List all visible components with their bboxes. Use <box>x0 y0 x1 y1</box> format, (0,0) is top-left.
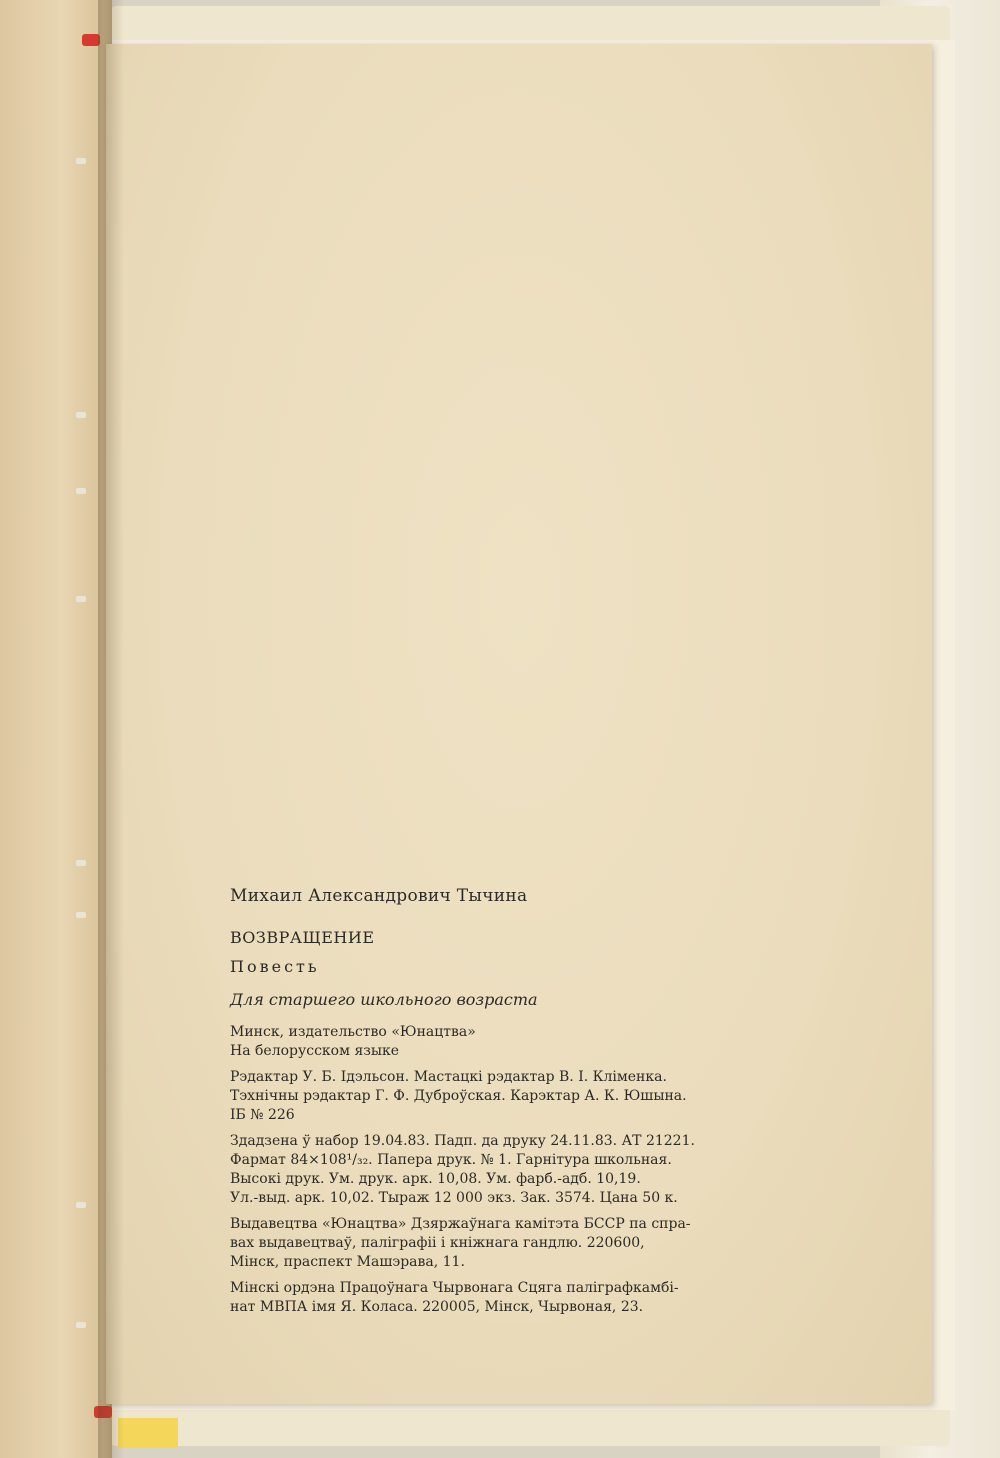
author-name: Михаил Александрович Тычина <box>230 886 528 906</box>
spine-tape <box>118 1418 178 1448</box>
editors-line: Тэхнічны рэдактар Г. Ф. Дуброўская. Карэктар А. К. Юшына. <box>230 1088 687 1104</box>
book-title: ВОЗВРАЩЕНИЕ <box>230 928 375 947</box>
stitch <box>76 412 86 418</box>
stitch <box>76 596 86 602</box>
stitch <box>76 158 86 164</box>
publisher-address-line: Выдавецтва «Юнацтва» Дзяржаўнага камітэта БССР па спра- <box>230 1216 691 1232</box>
imprint-text <box>230 886 800 1317</box>
print-details-line: Фармат 84×108¹/₃₂. Папера друк. № 1. Гарнітура школьная. <box>230 1152 672 1168</box>
editors-line: Рэдактар У. Б. Ідэльсон. Мастацкі рэдактар В. І. Кліменка. <box>230 1069 667 1085</box>
stitch <box>76 1202 86 1208</box>
audience-note: Для старшего школьного возраста <box>230 990 538 1009</box>
print-details-line: Ул.-выд. арк. 10,02. Тыраж 12 000 экз. Зак. 3574. Цана 50 к. <box>230 1190 678 1206</box>
gutter-shadow <box>98 0 124 1458</box>
publisher-line: Минск, издательство «Юнацтва» <box>230 1024 476 1040</box>
stitch <box>76 488 86 494</box>
printer-line: Мінскі ордэна Працоўнага Чырвонага Сцяга паліграфкамбі- <box>230 1280 679 1296</box>
publisher-address-line: вах выдавецтваў, паліграфіі і кніжнага гандлю. 220600, <box>230 1235 645 1251</box>
print-details-line: Здадзена ў набор 19.04.83. Падп. да друку 24.11.83. АТ 21221. <box>230 1133 695 1149</box>
printer-line: нат МВПА імя Я. Коласа. 220005, Мінск, Чырвоная, 23. <box>230 1299 644 1315</box>
left-page <box>0 0 112 1458</box>
book-genre: Повесть <box>230 957 320 976</box>
stitch <box>76 912 86 918</box>
stitch <box>76 860 86 866</box>
ib-number: ІБ № 226 <box>230 1107 295 1123</box>
publisher-address-line: Мінск, праспект Машэрава, 11. <box>230 1254 465 1270</box>
print-details-line: Высокі друк. Ум. друк. арк. 10,08. Ум. фарб.-адб. 10,19. <box>230 1171 641 1187</box>
stitch <box>76 1322 86 1328</box>
language-line: На белорусском языке <box>230 1043 400 1059</box>
